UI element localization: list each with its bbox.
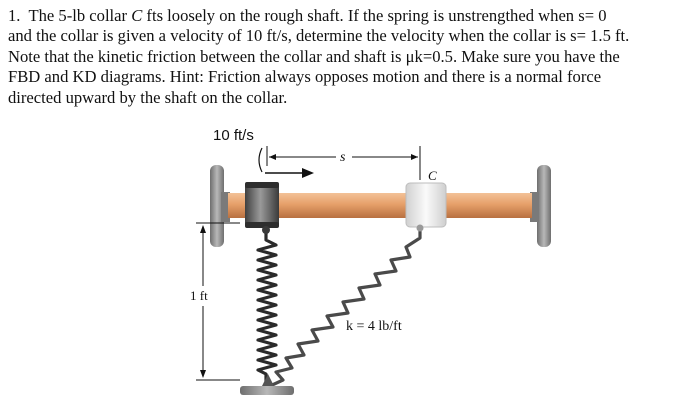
height-label: 1 ft	[190, 288, 208, 303]
problem-line-4: FBD and KD diagrams. Hint: Friction always opposes motion and there is a normal force	[8, 67, 602, 87]
problem-line-3: Note that the kinetic friction between the collar and shaft is μk=0.5. Make sure you have the	[8, 46, 620, 66]
spring-constant-label: k = 4 lb/ft	[346, 319, 402, 334]
ground-support	[240, 374, 294, 395]
vertical-spring	[258, 224, 276, 386]
problem-line-2: and the collar is given a velocity of 10 ft/s, determine the velocity when the collar is s= 1.5 ft.	[8, 26, 630, 46]
stretched-spring	[270, 222, 420, 386]
problem-number: 1.	[8, 6, 21, 25]
distance-label: s	[340, 150, 346, 165]
problem-line-5: directed upward by the shaft on the collar.	[8, 87, 288, 107]
collar-label: C	[428, 168, 437, 183]
problem-line-1: 1. The 5-lb collar C fts loosely on the rough shaft. If the spring is unstrengthed when s= 0	[8, 6, 607, 25]
collar-position-c	[406, 183, 446, 232]
right-wall-support	[530, 165, 551, 247]
collar-start	[245, 182, 279, 234]
left-wall-support	[210, 165, 230, 247]
velocity-label: 10 ft/s	[213, 127, 254, 144]
collar-variable: C	[131, 6, 143, 25]
